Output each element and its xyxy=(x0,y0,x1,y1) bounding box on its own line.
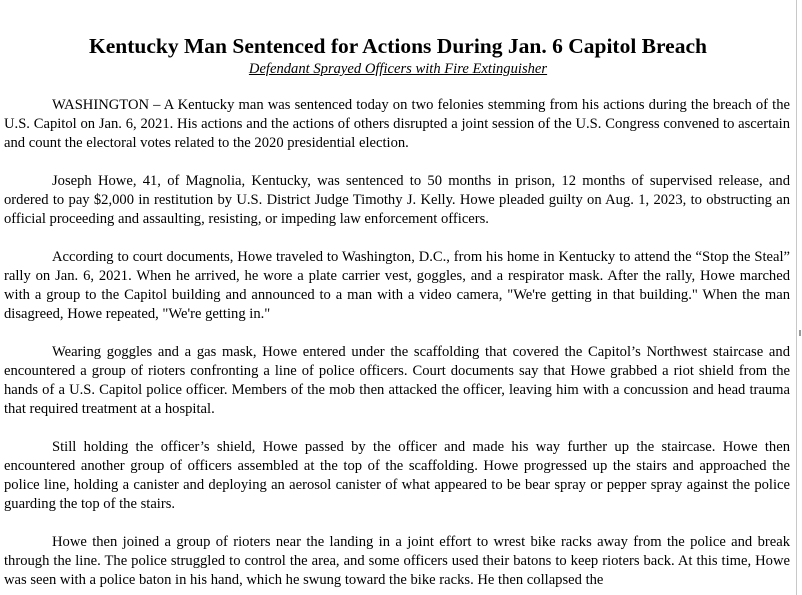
paragraph: Still holding the officer’s shield, Howe passed by the officer and made his way further up the staircase. Howe then encountered another group of officers assembled at the top of the scaffolding. Howe progressed up the stairs and approached the police line, holding a canister and deploying an aerosol canister of what appeared to be bear spray or pepper spray against the police guarding the top of the stairs. xyxy=(4,439,790,512)
document-title: Kentucky Man Sentenced for Actions During Jan. 6 Capitol Breach xyxy=(89,34,707,58)
scroll-thumb[interactable] xyxy=(799,330,801,336)
paragraph: Wearing goggles and a gas mask, Howe entered under the scaffolding that covered the Capitol’s Northwest staircase and encountered a group of rioters confronting a line of police officers. Court documents say that Howe grabbed a riot shield from the hands of a U.S. Capitol police officer. Members of the mob then attacked the officer, leaving him with a concussion and head trauma that required treatment at a hospital. xyxy=(4,344,790,417)
paragraph: WASHINGTON – A Kentucky man was sentenced today on two felonies stemming from his actions during the breach of the U.S. Capitol on Jan. 6, 2021. His actions and the actions of others disrupted a joint session of the U.S. Congress convened to ascertain and count the electoral votes related to the 2020 presidential election. xyxy=(4,97,790,151)
paragraph: Joseph Howe, 41, of Magnolia, Kentucky, was sentenced to 50 months in prison, 12 months of supervised release, and ordered to pay $2,000 in restitution by U.S. District Judge Timothy J. Kelly. Howe pleaded guilty on Aug. 1, 2023, to obstructing an official proceeding and assaulting, resisting, or impeding law enforcement officers. xyxy=(4,173,790,227)
paragraph: According to court documents, Howe traveled to Washington, D.C., from his home in Kentucky to attend the “Stop the Steal” rally on Jan. 6, 2021. When he arrived, he wore a plate carrier vest, goggles, and a respirator mask. After the rally, Howe marched with a group to the Capitol building and announced to a man with a video camera, "We're getting in that building." When the man disagreed, Howe repeated, "We're getting in." xyxy=(4,249,790,322)
document-subtitle: Defendant Sprayed Officers with Fire Extinguisher xyxy=(248,61,548,77)
page-edge-scrollbar[interactable] xyxy=(796,0,802,595)
document-body xyxy=(4,96,790,595)
paragraph: Howe then joined a group of rioters near the landing in a joint effort to wrest bike racks away from the police and break through the line. The police struggled to control the area, and some officers used their batons to keep rioters back. At this time, Howe was seen with a police baton in his hand, which he swung toward the bike racks. He then collapsed the xyxy=(4,534,790,588)
